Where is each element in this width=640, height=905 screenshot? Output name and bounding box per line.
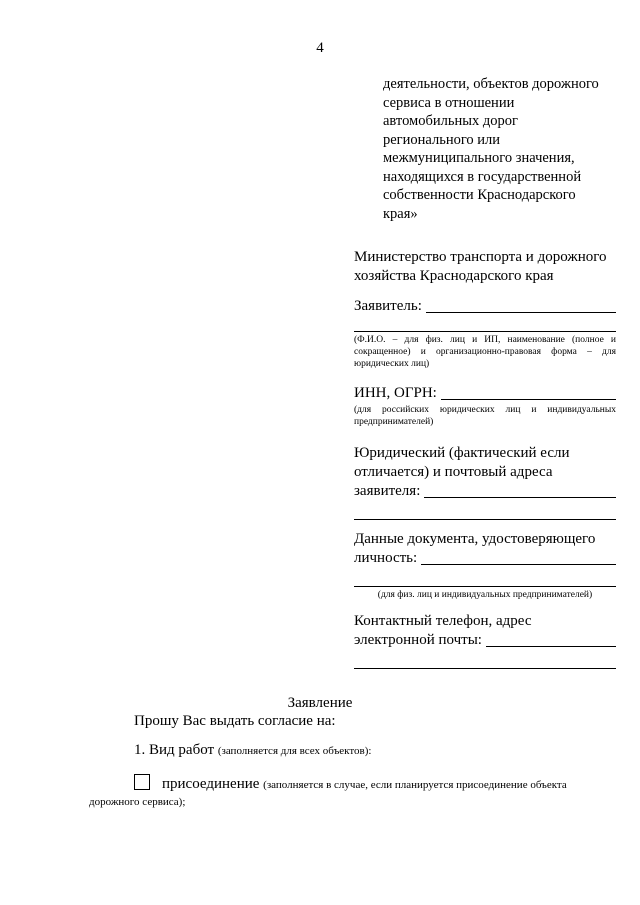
- ministry-line-1: Министерство транспорта и дорожного: [354, 249, 607, 265]
- attachment-header: [383, 75, 623, 223]
- identity-note: (для физ. лиц и индивидуальных предпринимателей): [377, 590, 593, 600]
- work-type-note: (заполняется для всех объектов):: [217, 745, 372, 757]
- work-type-line: [134, 742, 371, 759]
- connection-option-line: [134, 774, 567, 793]
- attachment-line: края»: [383, 205, 418, 222]
- attachment-line: автомобильных дорог: [383, 113, 518, 129]
- applicant-note: (Ф.И.О. – для физ. лиц и ИП, наименование (полное и сокращенное) и организационно-правовая форма – для юридических лиц): [354, 335, 616, 369]
- inn-label: ИНН, ОГРН:: [354, 385, 437, 401]
- attachment-line: деятельности, объектов дорожного: [383, 76, 599, 92]
- identity-line-1: Данные документа, удостоверяющего: [354, 531, 596, 547]
- contact-input-line[interactable]: [486, 632, 616, 647]
- inn-input-line[interactable]: [441, 385, 616, 400]
- request-line: Прошу Вас выдать согласие на:: [134, 713, 336, 729]
- work-type-label: 1. Вид работ: [134, 742, 215, 758]
- contact-extra-line[interactable]: [354, 667, 616, 669]
- address-row: [354, 482, 616, 501]
- applicant-row: [354, 297, 616, 316]
- inn-section: [354, 384, 616, 428]
- applicant-section: [354, 297, 616, 370]
- identity-input-line[interactable]: [421, 550, 616, 565]
- applicant-input-line[interactable]: [426, 298, 616, 313]
- address-extra-line[interactable]: [354, 518, 616, 520]
- inn-note: (для российских юридических лиц и индивидуальных предпринимателей): [354, 405, 616, 427]
- connection-note-cont: дорожного сервиса);: [89, 796, 186, 808]
- contact-section: [354, 612, 616, 669]
- identity-section: [354, 530, 616, 601]
- identity-row: [354, 549, 616, 568]
- applicant-extra-line[interactable]: [354, 330, 616, 332]
- contact-row: [354, 631, 616, 650]
- addressee-block: [354, 248, 616, 286]
- statement-title: Заявление: [287, 695, 353, 711]
- contact-label: электронной почты:: [354, 632, 482, 648]
- attachment-line: находящихся в государственной: [383, 168, 582, 185]
- ministry-line-2: хозяйства Краснодарского края: [354, 268, 554, 284]
- page-number: 4: [316, 40, 324, 56]
- connection-note: (заполняется в случае, если планируется присоединение объекта: [263, 779, 567, 791]
- connection-checkbox[interactable]: [134, 774, 150, 790]
- attachment-line: регионального или: [383, 131, 501, 148]
- address-label: заявителя:: [354, 483, 421, 499]
- attachment-line: собственности Краснодарского: [383, 187, 576, 203]
- address-line-1: Юридический (фактический если: [354, 445, 570, 461]
- applicant-label: Заявитель:: [354, 298, 422, 314]
- connection-label: присоединение: [162, 776, 260, 792]
- inn-row: [354, 384, 616, 403]
- address-section: [354, 444, 616, 520]
- attachment-line: сервиса в отношении: [383, 94, 515, 111]
- identity-label: личность:: [354, 550, 418, 566]
- address-line-2: отличается) и почтовый адреса: [354, 464, 553, 480]
- attachment-line: межмуниципального значения,: [383, 150, 575, 166]
- address-input-line[interactable]: [424, 483, 616, 498]
- identity-extra-line[interactable]: [354, 585, 616, 587]
- contact-line-1: Контактный телефон, адрес: [354, 613, 532, 629]
